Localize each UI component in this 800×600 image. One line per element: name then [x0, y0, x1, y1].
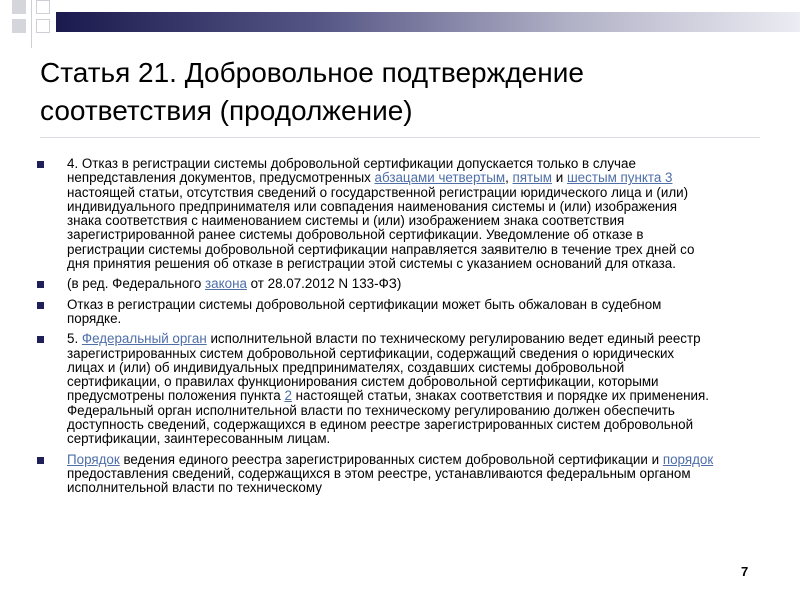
bullet-text: исполнительной власти по техническому регулированию ведет единый реестр зарегистрированных систем добровольной сертификации, содержащий сведения о юридических лицах и (или) об индивидуальных предпринимателях, создавших системы добровольной сертификации, о правилах функционирования систем добровольной сертификации, которыми предусмотрены положения пункта: [67, 331, 701, 404]
link-law[interactable]: закона: [205, 276, 247, 292]
link-federal-body[interactable]: Федеральный орган: [81, 331, 207, 347]
page-number: 7: [741, 564, 749, 579]
bullet-text: настоящей статьи, знаках соответствия и порядке их применения. Федеральный орган исполнительной власти по техническому регулированию должен обеспечить доступность сведений, содержащихся в едином реестре зарегистрированных систем добровольной сертификации, заинтересованным лицам.: [67, 388, 709, 447]
header-gradient-bar: [56, 12, 800, 32]
link-paragraphs-4th[interactable]: абзацами четвертым: [374, 170, 506, 186]
bullet-text: и: [552, 170, 567, 186]
link-procedure-2[interactable]: порядок: [662, 451, 714, 467]
bullet-text: 5.: [67, 331, 82, 347]
bullet-item: [34, 298, 714, 327]
decor-square: [12, 0, 26, 14]
decor-square: [12, 19, 26, 33]
bullet-item: [34, 277, 714, 291]
bullet-text: настоящей статьи, отсутствия сведений о государственной регистрации юридического лица и (или) индивидуального предпринимателя или совпадения наименования системы и (или) изображения знака соответствия с наименованием системы и (или) изображением знака соответствия зарегистрированной ранее системы добровольной сертификации. Уведомление об отказе в регистрации системы добровольной сертификации направляется заявителю в течение трех дней со дня принятия решения об отказе в регистрации этой системы с указанием оснований для отказа.: [67, 184, 695, 272]
slide-content: [34, 157, 714, 502]
square-bullet-icon: [37, 161, 44, 168]
square-bullet-icon: [37, 302, 44, 309]
decor-square: [36, 19, 50, 33]
bullet-text: 4. Отказ в регистрации системы добровольной сертификации допускается только в случае непредставления документов, предусмотренных: [67, 156, 636, 186]
bullet-text: Отказ в регистрации системы добровольной сертификации может быть обжалован в судебном порядке.: [67, 296, 662, 326]
link-paragraph-6th-point-3[interactable]: шестым пункта 3: [566, 170, 673, 186]
bullet-item: [34, 157, 714, 271]
link-paragraph-5th[interactable]: пятым: [512, 170, 553, 186]
bullet-text: предоставления сведений, содержащихся в этом реестре, устанавливаются федеральным органом исполнительной власти по техническому: [67, 465, 691, 496]
bullet-text: ведения единого реестра зарегистрированных систем добровольной сертификации и: [119, 451, 663, 467]
decor-line: [31, 0, 32, 48]
link-point-2[interactable]: 2: [284, 388, 292, 404]
square-bullet-icon: [37, 336, 44, 343]
link-procedure[interactable]: Порядок: [67, 451, 120, 467]
title-divider: [40, 137, 760, 138]
bullet-text: ,: [505, 170, 513, 186]
decor-square: [36, 0, 50, 14]
bullet-item: [34, 453, 714, 496]
square-bullet-icon: [37, 281, 44, 288]
square-bullet-icon: [37, 457, 44, 464]
bullet-text: (в ред. Федерального: [67, 276, 206, 292]
bullet-item: [34, 332, 714, 446]
slide-title: Статья 21. Добровольное подтверждение соответствия (продолжение): [40, 57, 584, 126]
bullet-text: от 28.07.2012 N 133-ФЗ): [246, 276, 402, 292]
